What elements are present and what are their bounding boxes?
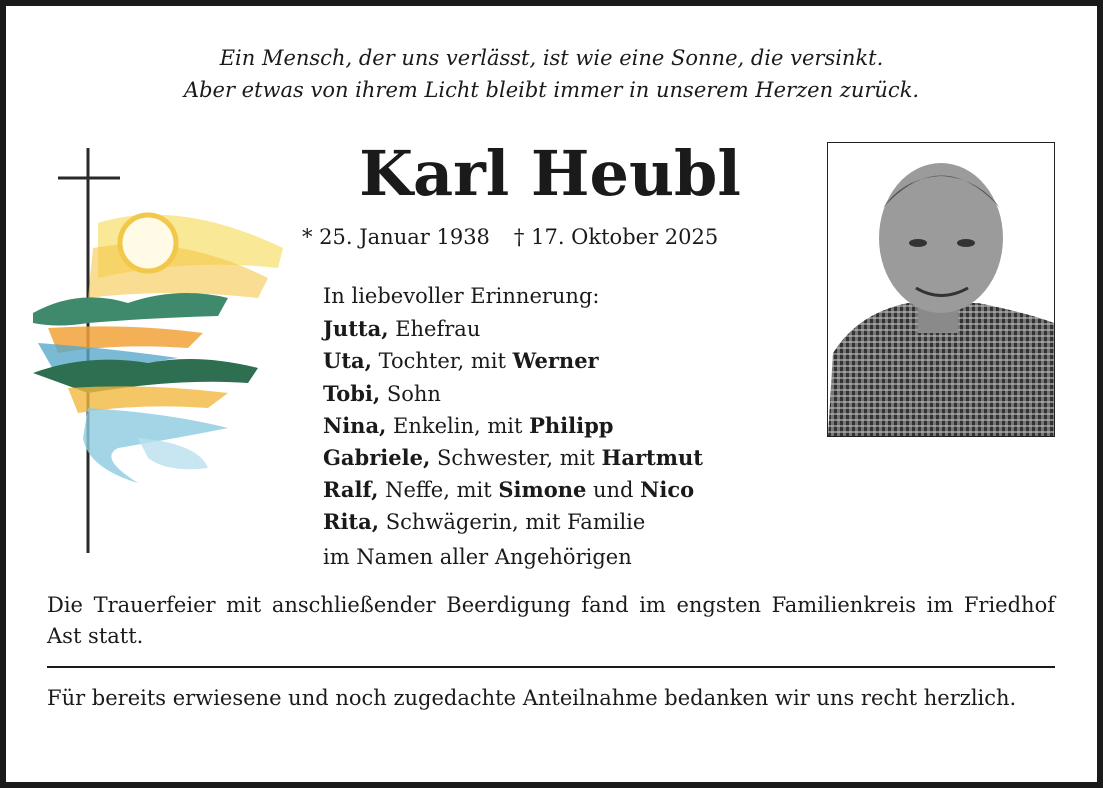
mourner-name: Simone [498,477,587,503]
mourner-line [323,345,703,377]
funeral-text: Die Trauerfeier mit anschließender Beerdigung fand im engsten Familienkreis im Friedhof Ast statt. [47,593,1055,648]
mourner-name: Philipp [529,412,614,438]
mourner-name: Gabriele, [323,445,431,471]
mourner-relation: Sohn [380,381,441,406]
deceased-name: Karl Heubl [359,137,741,210]
mourner-relation: Neffe, mit [378,478,499,503]
portrait-photo [827,142,1055,437]
mourner-name: Nina, [323,412,387,438]
mourners-intro: In liebevoller Erinnerung: [323,284,600,308]
life-dates [302,222,742,252]
birth-date: * 25. Januar 1938 [302,225,490,249]
mourner-name: Tobi, [323,380,381,406]
mourner-relation: Schwägerin, mit Familie [379,510,646,535]
mourner-relation: Ehefrau [388,317,481,342]
mourner-line [323,313,703,345]
mourner-name: Werner [512,348,599,374]
mourner-name: Jutta, [323,316,389,342]
mourner-name: Hartmut [601,445,703,471]
mourner-line [323,410,703,442]
thanks-text: Für bereits erwiesene und noch zugedachte Anteilnahme bedanken wir uns recht herzlich. [47,686,1017,710]
mourner-name: Rita, [323,509,380,535]
mourner-name: Nico [640,477,695,503]
mourner-relation: und [586,478,641,503]
mourner-line [323,474,703,506]
mourner-name: Uta, [323,348,372,374]
quote-line-2: Aber etwas von ihrem Licht bleibt immer in unserem Herzen zurück. [183,78,920,102]
death-date: † 17. Oktober 2025 [513,225,719,249]
mourners-list [323,280,703,573]
quote-line-1: Ein Mensch, der uns verlässt, ist wie eine Sonne, die versinkt. [219,46,884,70]
mourner-relation: Enkelin, mit [386,413,530,438]
divider-line [47,666,1055,668]
mourners-closing: im Namen aller Angehörigen [323,544,632,569]
mourner-line [323,506,703,538]
mourner-name: Ralf, [323,477,379,503]
mourner-relation: Tochter, mit [371,349,513,374]
cross-sunset-painting [28,138,293,558]
mourner-line [323,442,703,474]
mourner-line [323,378,703,410]
mourner-relation: Schwester, mit [430,446,602,471]
